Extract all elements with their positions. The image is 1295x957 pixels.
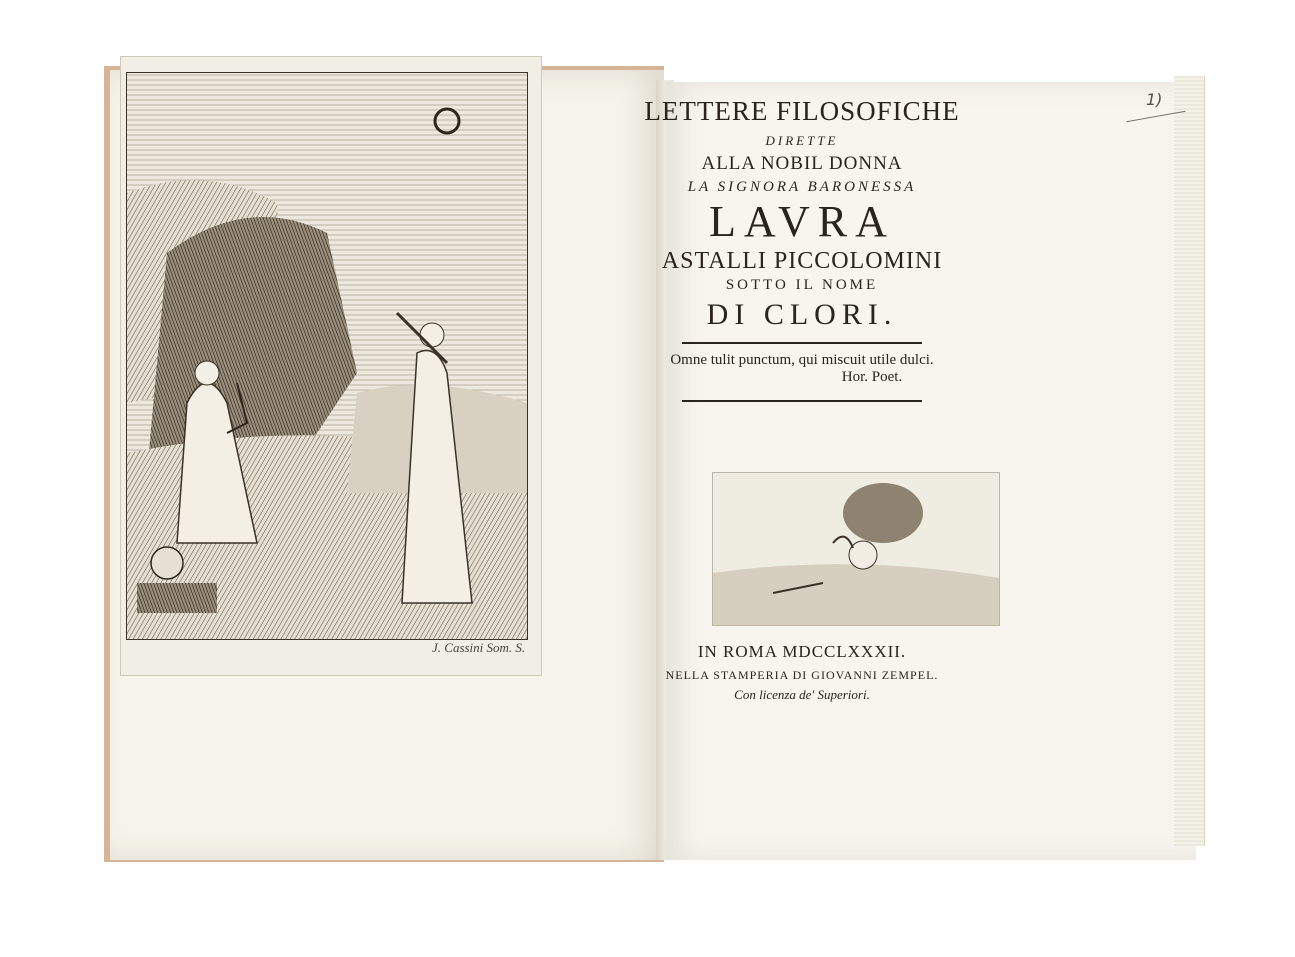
- imprint-place: IN ROMA MDCCLXXXII.: [697, 642, 907, 661]
- globe: [151, 547, 183, 579]
- title-line-1: LETTERE FILOSOFICHE: [644, 96, 960, 126]
- imprint-license: Con licenza de' Superiori.: [734, 687, 870, 702]
- motto-source: Hor. Poet.: [841, 369, 903, 385]
- title-page-text: [562, 96, 1042, 402]
- title-line-8: DI CLORI.: [706, 298, 898, 331]
- engraver-signature: J. Cassini Som. S.: [432, 640, 526, 655]
- standing-muse-head: [420, 323, 444, 347]
- wing-icon: [833, 537, 853, 548]
- title-line-4: LA SIGNORA BARONESSA: [687, 179, 917, 195]
- imprint-printer: NELLA STAMPERIA DI GIOVANNI ZEMPEL.: [665, 668, 939, 682]
- title-line-7: SOTTO IL NOME: [725, 277, 879, 293]
- title-line-2: DIRETTE: [765, 133, 839, 148]
- muse-head: [195, 361, 219, 385]
- title-vignette: [712, 472, 1000, 626]
- imprint: [562, 642, 1042, 703]
- motto: Omne tulit punctum, qui miscuit utile dulci.: [670, 352, 934, 368]
- title-line-5: LAVRA: [709, 197, 895, 246]
- frontispiece-engraving: [126, 72, 528, 640]
- title-line-3: ALLA NOBIL DONNA: [701, 153, 903, 174]
- page-edges: [1174, 76, 1205, 846]
- title-rule: [682, 342, 922, 344]
- tree: [843, 483, 923, 543]
- putto: [849, 541, 877, 569]
- books-pile: [137, 583, 217, 613]
- pencil-annotation: 1): [1146, 90, 1163, 109]
- foliage: [187, 243, 307, 323]
- title-line-6: ASTALLI PICCOLOMINI: [661, 248, 943, 274]
- motto-rule: [682, 400, 922, 402]
